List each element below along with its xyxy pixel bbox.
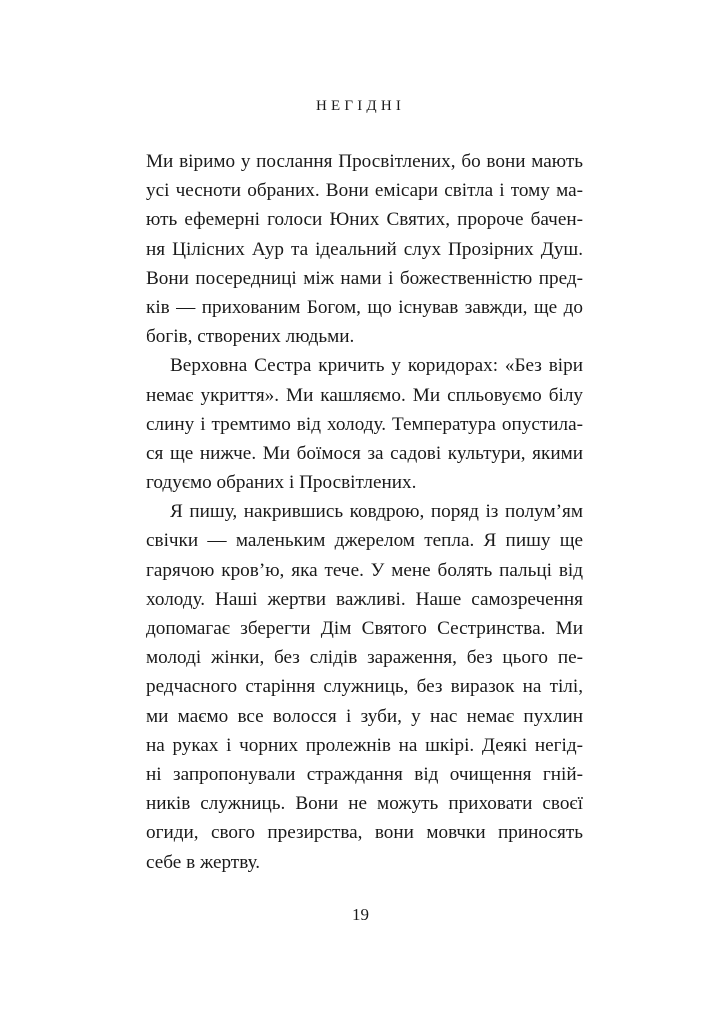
text-line: гарячою кров’ю, яка тече. У мене болять пальці від	[146, 559, 583, 581]
paragraph	[146, 147, 583, 351]
text-line: свічки — маленьким джерелом тепла. Я пишу ще	[146, 530, 583, 552]
text-line: себе в жертву.	[146, 851, 261, 873]
text-line: ників служниць. Вони не можуть приховати своєї	[146, 793, 583, 815]
text-line: редчасного старіння служниць, без виразок на тілі,	[146, 676, 583, 698]
body-text	[146, 147, 583, 877]
text-line: ся ще нижче. Ми боїмося за садові культури, якими	[146, 442, 583, 464]
text-line: Ми віримо у послання Просвітлених, бо вони мають	[146, 151, 583, 172]
text-line: Верховна Сестра кричить у коридорах: «Без віри	[170, 355, 583, 377]
text-line: огиди, свого презирства, вони мовчки приносять	[146, 822, 583, 844]
text-line: Я пишу, накрившись ковдрою, поряд із полум’ям	[170, 501, 583, 523]
page-number: 19	[352, 905, 369, 924]
text-line: богів, створених людьми.	[146, 326, 355, 348]
text-line: холоду. Наші жертви важливі. Наше самозречення	[146, 588, 583, 610]
text-line: ків — прихованим Богом, що існував завжди, ще до	[146, 296, 583, 318]
text-line: ні запропонували страждання від очищення гній-	[146, 763, 583, 785]
text-line: Вони посередниці між нами і божественністю пред-	[146, 267, 583, 289]
text-line: усі чесноти обраних. Вони емісари світла і тому ма-	[146, 180, 583, 202]
text-line: допомагає зберегти Дім Святого Сестринства. Ми	[146, 618, 583, 639]
paragraph	[146, 497, 583, 876]
text-line: немає укриття». Ми кашляємо. Ми спльовуємо білу	[146, 384, 583, 406]
text-line: ми маємо все волосся і зуби, у нас немає пухлин	[146, 705, 583, 727]
text-line: на руках і чорних пролежнів на шкірі. Деякі негід-	[146, 734, 583, 756]
paragraph	[146, 351, 583, 497]
text-line: ють ефемерні голоси Юних Святих, пророче бачен-	[146, 209, 583, 231]
text-line: ня Цілісних Аур та ідеальний слух Прозірних Душ.	[146, 238, 583, 260]
text-line: слину і тремтимо від холоду. Температура опустила-	[146, 413, 583, 435]
text-line: годуємо обраних і Просвітлених.	[146, 472, 417, 494]
text-line: молоді жінки, без слідів зараження, без цього пе-	[146, 647, 583, 669]
running-head: НЕГІДНІ	[315, 98, 406, 114]
